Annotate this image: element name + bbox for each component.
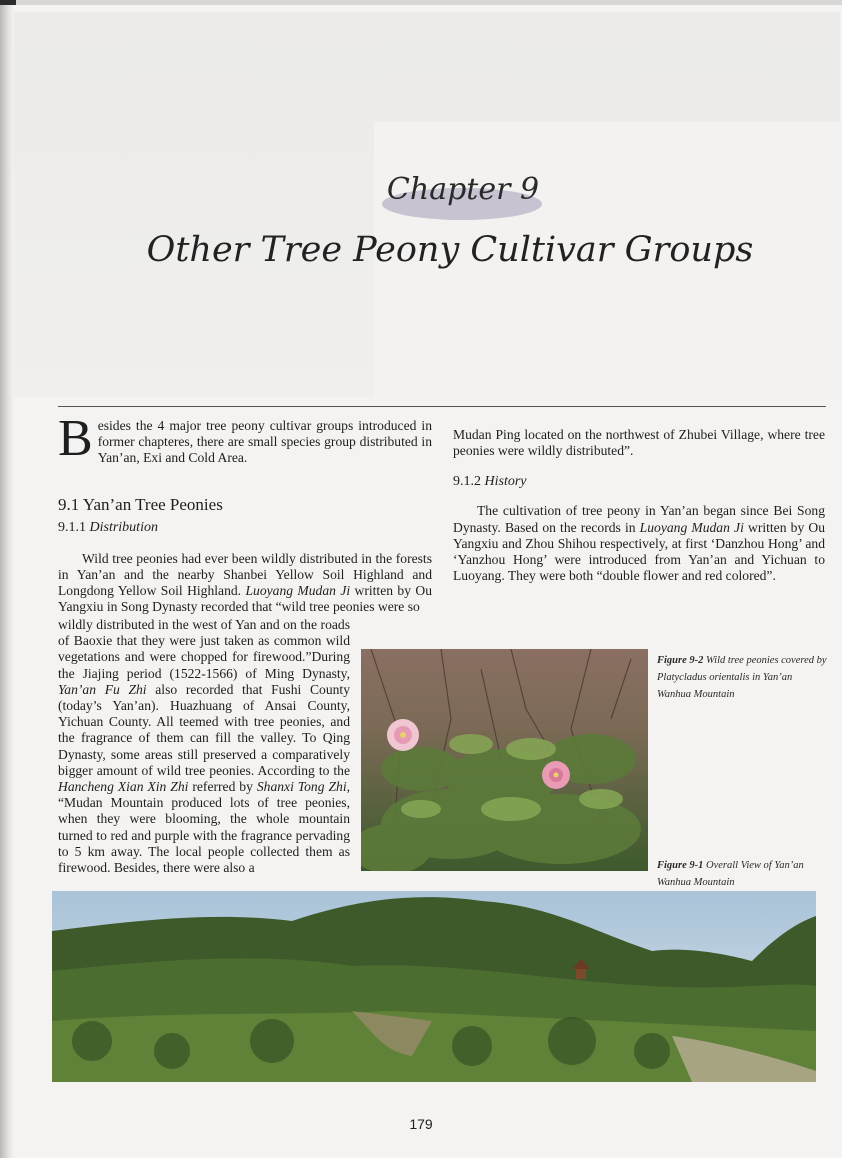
section-heading: 9.1 Yan’an Tree Peonies — [58, 494, 223, 514]
distribution-paragraph-3: Mudan Ping located on the northwest of Zhubei Village, where tree peonies were wildly distributed”. — [453, 427, 825, 459]
right-column — [453, 427, 825, 584]
distribution-paragraph-2: wildly distributed in the west of Yan and on the roads of Baoxie that they were just taken as common wild vegetations and were chopped for firewood.”During the Jiajing period (1522-1566) of Ming Dynasty, Yan’an Fu Zhi also recorded that Fushi County (today’s Yan’an). Huazhuang of Ansai County, Yichuan County. All teemed with tree peonies, and the fragrance of them can fill the valley. To Qing Dynasty, some areas still preserved a comparatively bigger amount of wild tree peonies. According to the Hancheng Xian Xin Zhi referred by Shanxi Tong Zhi, “Mudan Mountain produced lots of tree peonies, when they were blooming, the whole mountain turned to red and purple with the fragrance pervading to 5 km away. The local people collected them as firewood. Besides, there were also a — [58, 617, 350, 876]
intro-text: esides the 4 major tree peony cultivar groups introduced in former chapteres, there are small species group distributed in Yan’an, Exi and Cold Area. — [97, 418, 432, 466]
figure-9-1-photo — [52, 891, 816, 1082]
top-edge — [0, 0, 842, 5]
peony-photo-illustration — [361, 649, 648, 871]
drop-cap: B — [58, 410, 93, 467]
distribution-paragraph-1: Wild tree peonies had ever been wildly distributed in the forests in Yan’an and the nearby Shanbei Yellow Soil Highland and Longdong Yellow Soil Highland. Luoyang Mudan Ji written by Ou Yangxiu in Song Dynasty recorded that “wild tree peonies were so — [58, 550, 432, 615]
subsection-heading-distribution: 9.1.1 Distribution — [58, 519, 158, 535]
chapter-title: Other Tree Peony Cultivar Groups — [146, 230, 754, 270]
left-column — [58, 410, 432, 615]
top-edge-mark — [0, 0, 16, 5]
book-spine-shadow — [0, 0, 14, 1158]
figure-9-1-text: Overall View of Yan’an Wanhua Mountain — [657, 860, 804, 888]
figure-9-1-label: Figure 9-1 — [657, 860, 704, 871]
subsection-heading-history: 9.1.2 History — [453, 474, 527, 490]
peony-flower-right — [542, 761, 570, 789]
chapter-label — [380, 172, 546, 222]
intro-paragraph — [58, 410, 432, 467]
mountain-panorama-illustration — [52, 891, 816, 1082]
peony-flower-left — [387, 719, 419, 751]
chapter-label-text: Chapter 9 — [386, 172, 540, 207]
figure-9-2-label: Figure 9-2 — [657, 655, 704, 666]
history-paragraph: The cultivation of tree peony in Yan’an began since Bei Song Dynasty. Based on the records in Luoyang Mudan Ji written by Ou Yangxiu and Zhou Shihou respectively, at first ‘Danzhou Hong’ and ‘Yanzhou Hong’ were introduced from Yan’an and Yichuan to Luoyang. They were both “double flower and red colored”. — [453, 503, 825, 584]
figure-9-2-photo — [361, 649, 648, 871]
figure-9-2-caption — [657, 652, 827, 703]
header-rule — [58, 406, 826, 407]
figure-9-1-caption — [657, 857, 827, 891]
figure-9-2-text: Wild tree peonies covered by Platycladus orientalis in Yan’an Wanhua Mountain — [657, 655, 827, 700]
page-number: 179 — [409, 1116, 433, 1132]
